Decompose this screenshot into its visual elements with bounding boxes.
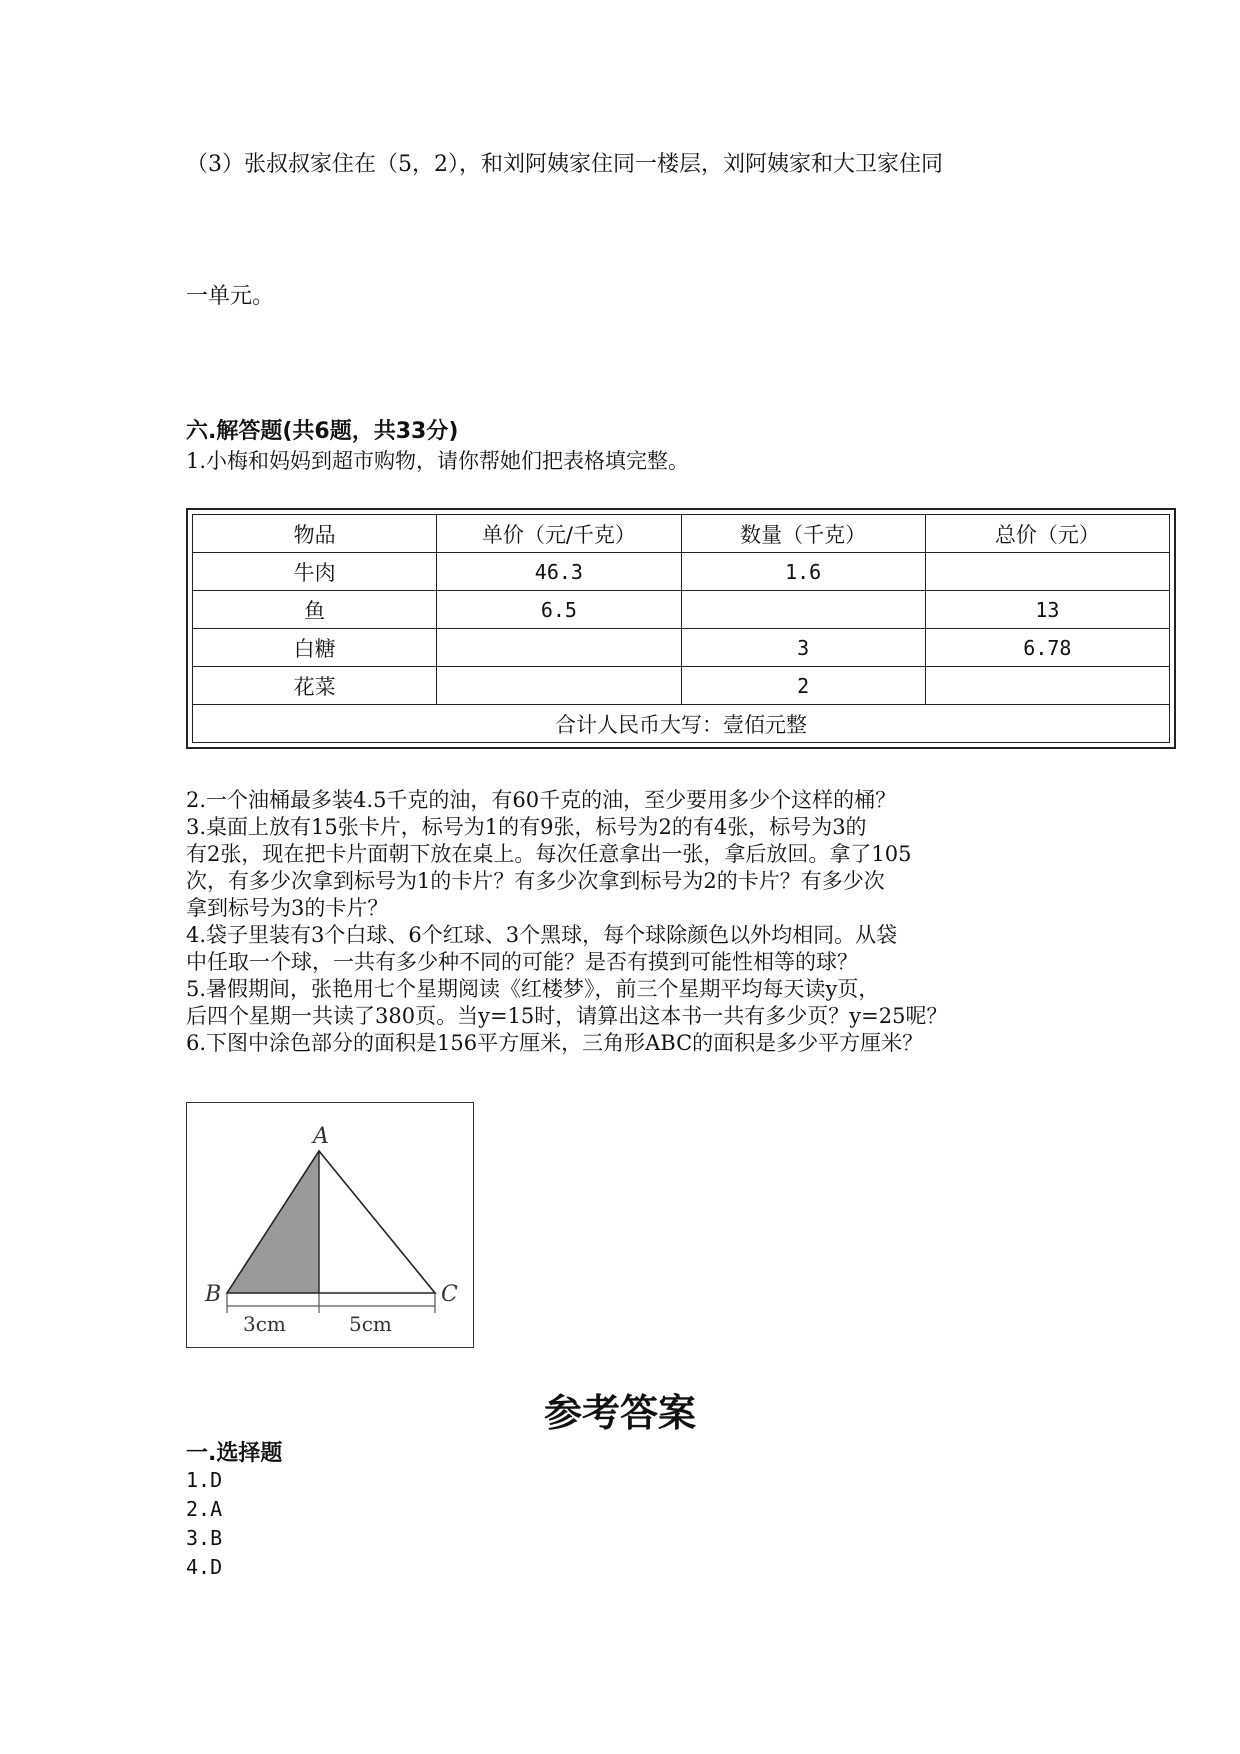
question-5-line-1: 5.暑假期间，张艳用七个星期阅读《红楼梦》，前三个星期平均每天读y页， [186,977,880,1001]
segment-label-5cm: 5cm [349,1312,392,1336]
table-row [193,667,1170,705]
question-5-line-2: 后四个星期一共读了380页。当y=15时，请算出这本书一共有多少页？y=25呢？ [186,1004,948,1028]
table-cell: 牛肉 [193,553,437,591]
answers-section-heading: 一.选择题 [186,1441,283,1466]
table-cell: 鱼 [193,591,437,629]
table-cell: 6.78 [925,629,1169,667]
table-cell[interactable] [925,667,1169,705]
table-cell: 46.3 [437,553,681,591]
table-header-cell: 数量（千克） [681,515,925,553]
segment-label-3cm: 3cm [243,1312,286,1336]
price-table [192,514,1170,743]
answers-title: 参考答案 [543,1391,696,1435]
question-3-line-1: 3.桌面上放有15张卡片，标号为1的有9张，标号为2的有4张，标号为3的 [186,815,867,839]
table-cell: 13 [925,591,1169,629]
question-2: 2.一个油桶最多装4.5千克的油，有60千克的油，至少要用多少个这样的桶？ [186,788,897,812]
table-cell[interactable] [437,667,681,705]
prev-item-line-1: （3）张叔叔家住在（5，2），和刘阿姨家住同一楼层，刘阿姨家和大卫家住同 [186,152,943,177]
prev-item-line-2: 一单元。 [186,284,275,309]
price-table-frame [186,508,1176,749]
question-3-line-3: 次，有多少次拿到标号为1的卡片？有多少次拿到标号为2的卡片？有多少次 [186,869,885,893]
question-3-line-2: 有2张，现在把卡片面朝下放在桌上。每次任意拿出一张，拿后放回。拿了105 [186,842,912,866]
question-6: 6.下图中涂色部分的面积是156平方厘米，三角形ABC的面积是多少平方厘米？ [186,1031,924,1055]
vertex-label-a: A [313,1124,329,1149]
question-4-line-2: 中任取一个球，一共有多少种不同的可能？是否有摸到可能性相等的球？ [186,950,858,974]
answer-item: 3.B [186,1526,223,1550]
table-cell: 花菜 [193,667,437,705]
section-heading: 六.解答题(共6题，共33分) [186,419,459,444]
table-header-cell: 总价（元） [925,515,1169,553]
table-row [193,591,1170,629]
table-header-cell: 单价（元/千克） [437,515,681,553]
table-cell[interactable] [437,629,681,667]
table-header-row [193,515,1170,553]
table-cell: 1.6 [681,553,925,591]
answer-item: 4.D [186,1555,223,1579]
table-cell: 2 [681,667,925,705]
table-total-cell: 合计人民币大写：壹佰元整 [193,705,1170,743]
triangle-diagram [187,1103,473,1347]
table-row [193,629,1170,667]
table-cell: 白糖 [193,629,437,667]
table-cell: 6.5 [437,591,681,629]
table-row [193,553,1170,591]
question-4-line-1: 4.袋子里装有3个白球、6个红球、3个黑球，每个球除颜色以外均相同。从袋 [186,923,898,947]
table-cell[interactable] [925,553,1169,591]
question-3-line-4: 拿到标号为3的卡片？ [186,896,389,920]
triangle-figure [186,1102,474,1348]
vertex-label-b: B [205,1282,222,1307]
question-1: 1.小梅和妈妈到超市购物，请你帮她们把表格填完整。 [186,449,690,473]
answer-item: 2.A [186,1497,223,1521]
table-total-row [193,705,1170,743]
table-cell: 3 [681,629,925,667]
table-cell[interactable] [681,591,925,629]
vertex-label-c: C [441,1282,458,1307]
table-header-cell: 物品 [193,515,437,553]
answer-item: 1.D [186,1468,223,1492]
